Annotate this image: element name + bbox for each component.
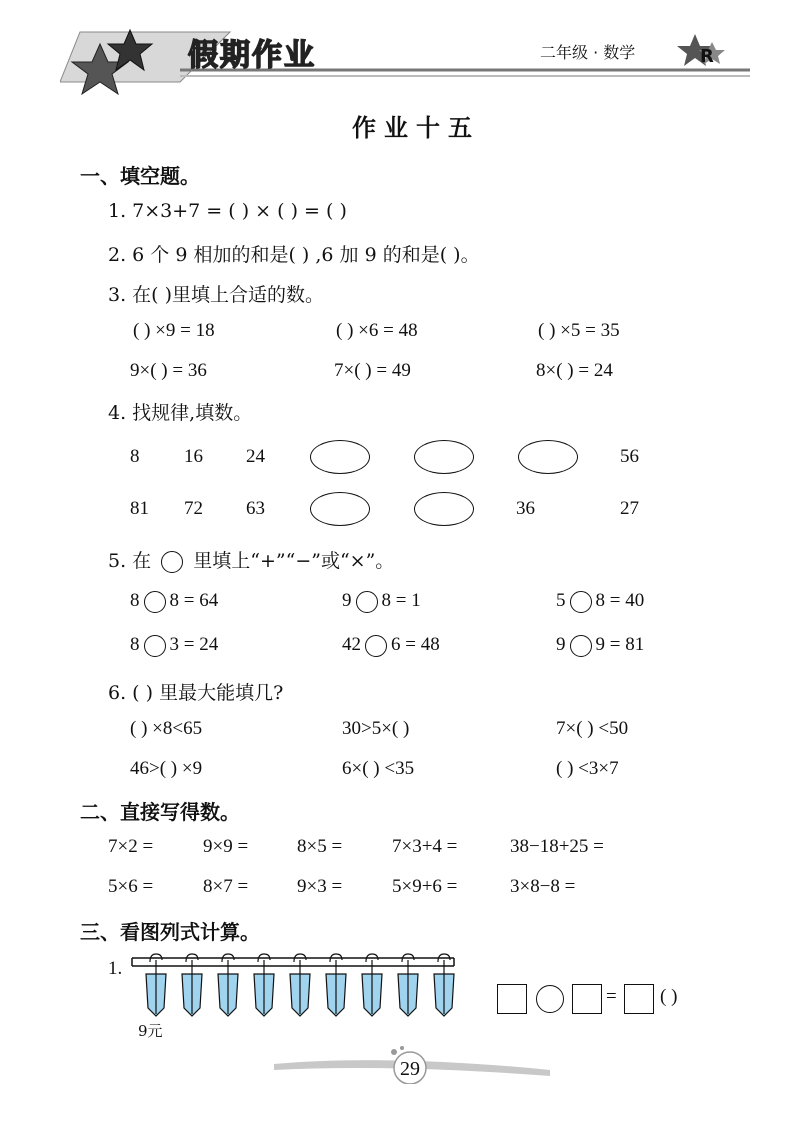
q4-r1-3: 24: [246, 446, 265, 467]
answer-oval[interactable]: [310, 440, 370, 474]
q6-r1-c1: ( ) ×8<65: [130, 718, 203, 739]
header-banner: [60, 22, 760, 102]
equals-sign: =: [606, 986, 617, 1007]
answer-circle[interactable]: [144, 591, 166, 613]
answer-circle[interactable]: [365, 635, 387, 657]
answer-circle[interactable]: [356, 591, 378, 613]
q4-prompt: 4. 找规律,填数。: [108, 402, 253, 424]
q5-prompt: [108, 546, 394, 573]
q5-r1-c2: 9 8 = 1: [342, 590, 421, 611]
circle-icon: [161, 551, 183, 573]
calc-item: 9×3 =: [297, 876, 343, 897]
calc-item: 5×6 =: [108, 876, 154, 897]
badge-r: R: [700, 46, 714, 67]
q2: 2. 6 个 9 相加的和是( ) ,6 加 9 的和是( )。: [108, 244, 480, 266]
q3-prompt: 3. 在( )里填上合适的数。: [108, 284, 325, 306]
umbrellas-image: [128, 952, 458, 1024]
s3-q1-label: 1.: [108, 958, 123, 979]
section2-heading: 二、直接写得数。: [80, 800, 240, 824]
answer-oval[interactable]: [414, 492, 474, 526]
q3-r2-c2: 7×( ) = 49: [334, 360, 411, 381]
price-label: 9元: [138, 1022, 163, 1040]
q3-r1-c1: ( ) ×9 = 18: [133, 320, 215, 341]
q6-prompt: 6. ( ) 里最大能填几?: [108, 682, 284, 704]
q4-r2-2: 72: [184, 498, 203, 519]
page-number: 29: [400, 1058, 420, 1080]
unit-paren: ( ): [660, 986, 678, 1007]
q4-r2-5: 27: [620, 498, 639, 519]
answer-circle[interactable]: [144, 635, 166, 657]
q4-r2-4: 36: [516, 498, 535, 519]
answer-box[interactable]: [572, 984, 602, 1014]
q5-prompt-a: 5. 在: [108, 550, 152, 572]
q6-r2-c3: ( ) <3×7: [556, 758, 619, 779]
q4-r1-1: 8: [130, 446, 140, 467]
calc-item: 7×3+4 =: [392, 836, 458, 857]
page-title: 作业十五: [352, 114, 480, 142]
calc-item: 9×9 =: [203, 836, 249, 857]
answer-oval[interactable]: [414, 440, 474, 474]
calc-item: 38−18+25 =: [510, 836, 604, 857]
q3-r1-c2: ( ) ×6 = 48: [336, 320, 418, 341]
q5-r1-c1: 8 8 = 64: [130, 590, 219, 611]
answer-circle[interactable]: [536, 985, 564, 1013]
q1: 1. 7×3+7 = ( ) × ( ) = ( ): [108, 200, 347, 222]
section3-heading: 三、看图列式计算。: [80, 920, 260, 944]
q5-r2-c2: 42 6 = 48: [342, 634, 440, 655]
q4-r1-4: 56: [620, 446, 639, 467]
q3-r2-c3: 8×( ) = 24: [536, 360, 613, 381]
answer-box[interactable]: [624, 984, 654, 1014]
answer-box[interactable]: [497, 984, 527, 1014]
banner-title: 假期作业: [188, 38, 316, 73]
calc-item: 7×2 =: [108, 836, 154, 857]
calc-item: 8×5 =: [297, 836, 343, 857]
q4-r2-1: 81: [130, 498, 149, 519]
answer-oval[interactable]: [310, 492, 370, 526]
q6-r2-c1: 46>( ) ×9: [130, 758, 203, 779]
q5-r2-c3: 9 9 = 81: [556, 634, 645, 655]
q4-r2-3: 63: [246, 498, 265, 519]
calc-item: 3×8−8 =: [510, 876, 576, 897]
calc-item: 8×7 =: [203, 876, 249, 897]
grade-subject: 二年级 · 数学: [540, 43, 636, 62]
answer-circle[interactable]: [570, 635, 592, 657]
calc-item: 5×9+6 =: [392, 876, 458, 897]
q6-r2-c2: 6×( ) <35: [342, 758, 415, 779]
q5-r1-c3: 5 8 = 40: [556, 590, 645, 611]
answer-oval[interactable]: [518, 440, 578, 474]
section1-heading: 一、填空题。: [80, 164, 200, 188]
answer-circle[interactable]: [570, 591, 592, 613]
q4-r1-2: 16: [184, 446, 203, 467]
q3-r1-c3: ( ) ×5 = 35: [538, 320, 620, 341]
q5-prompt-b: 里填上“+”“−”或“×”。: [193, 550, 395, 572]
q3-r2-c1: 9×( ) = 36: [130, 360, 207, 381]
q5-r2-c1: 8 3 = 24: [130, 634, 219, 655]
q6-r1-c2: 30>5×( ): [342, 718, 410, 739]
q6-r1-c3: 7×( ) <50: [556, 718, 629, 739]
